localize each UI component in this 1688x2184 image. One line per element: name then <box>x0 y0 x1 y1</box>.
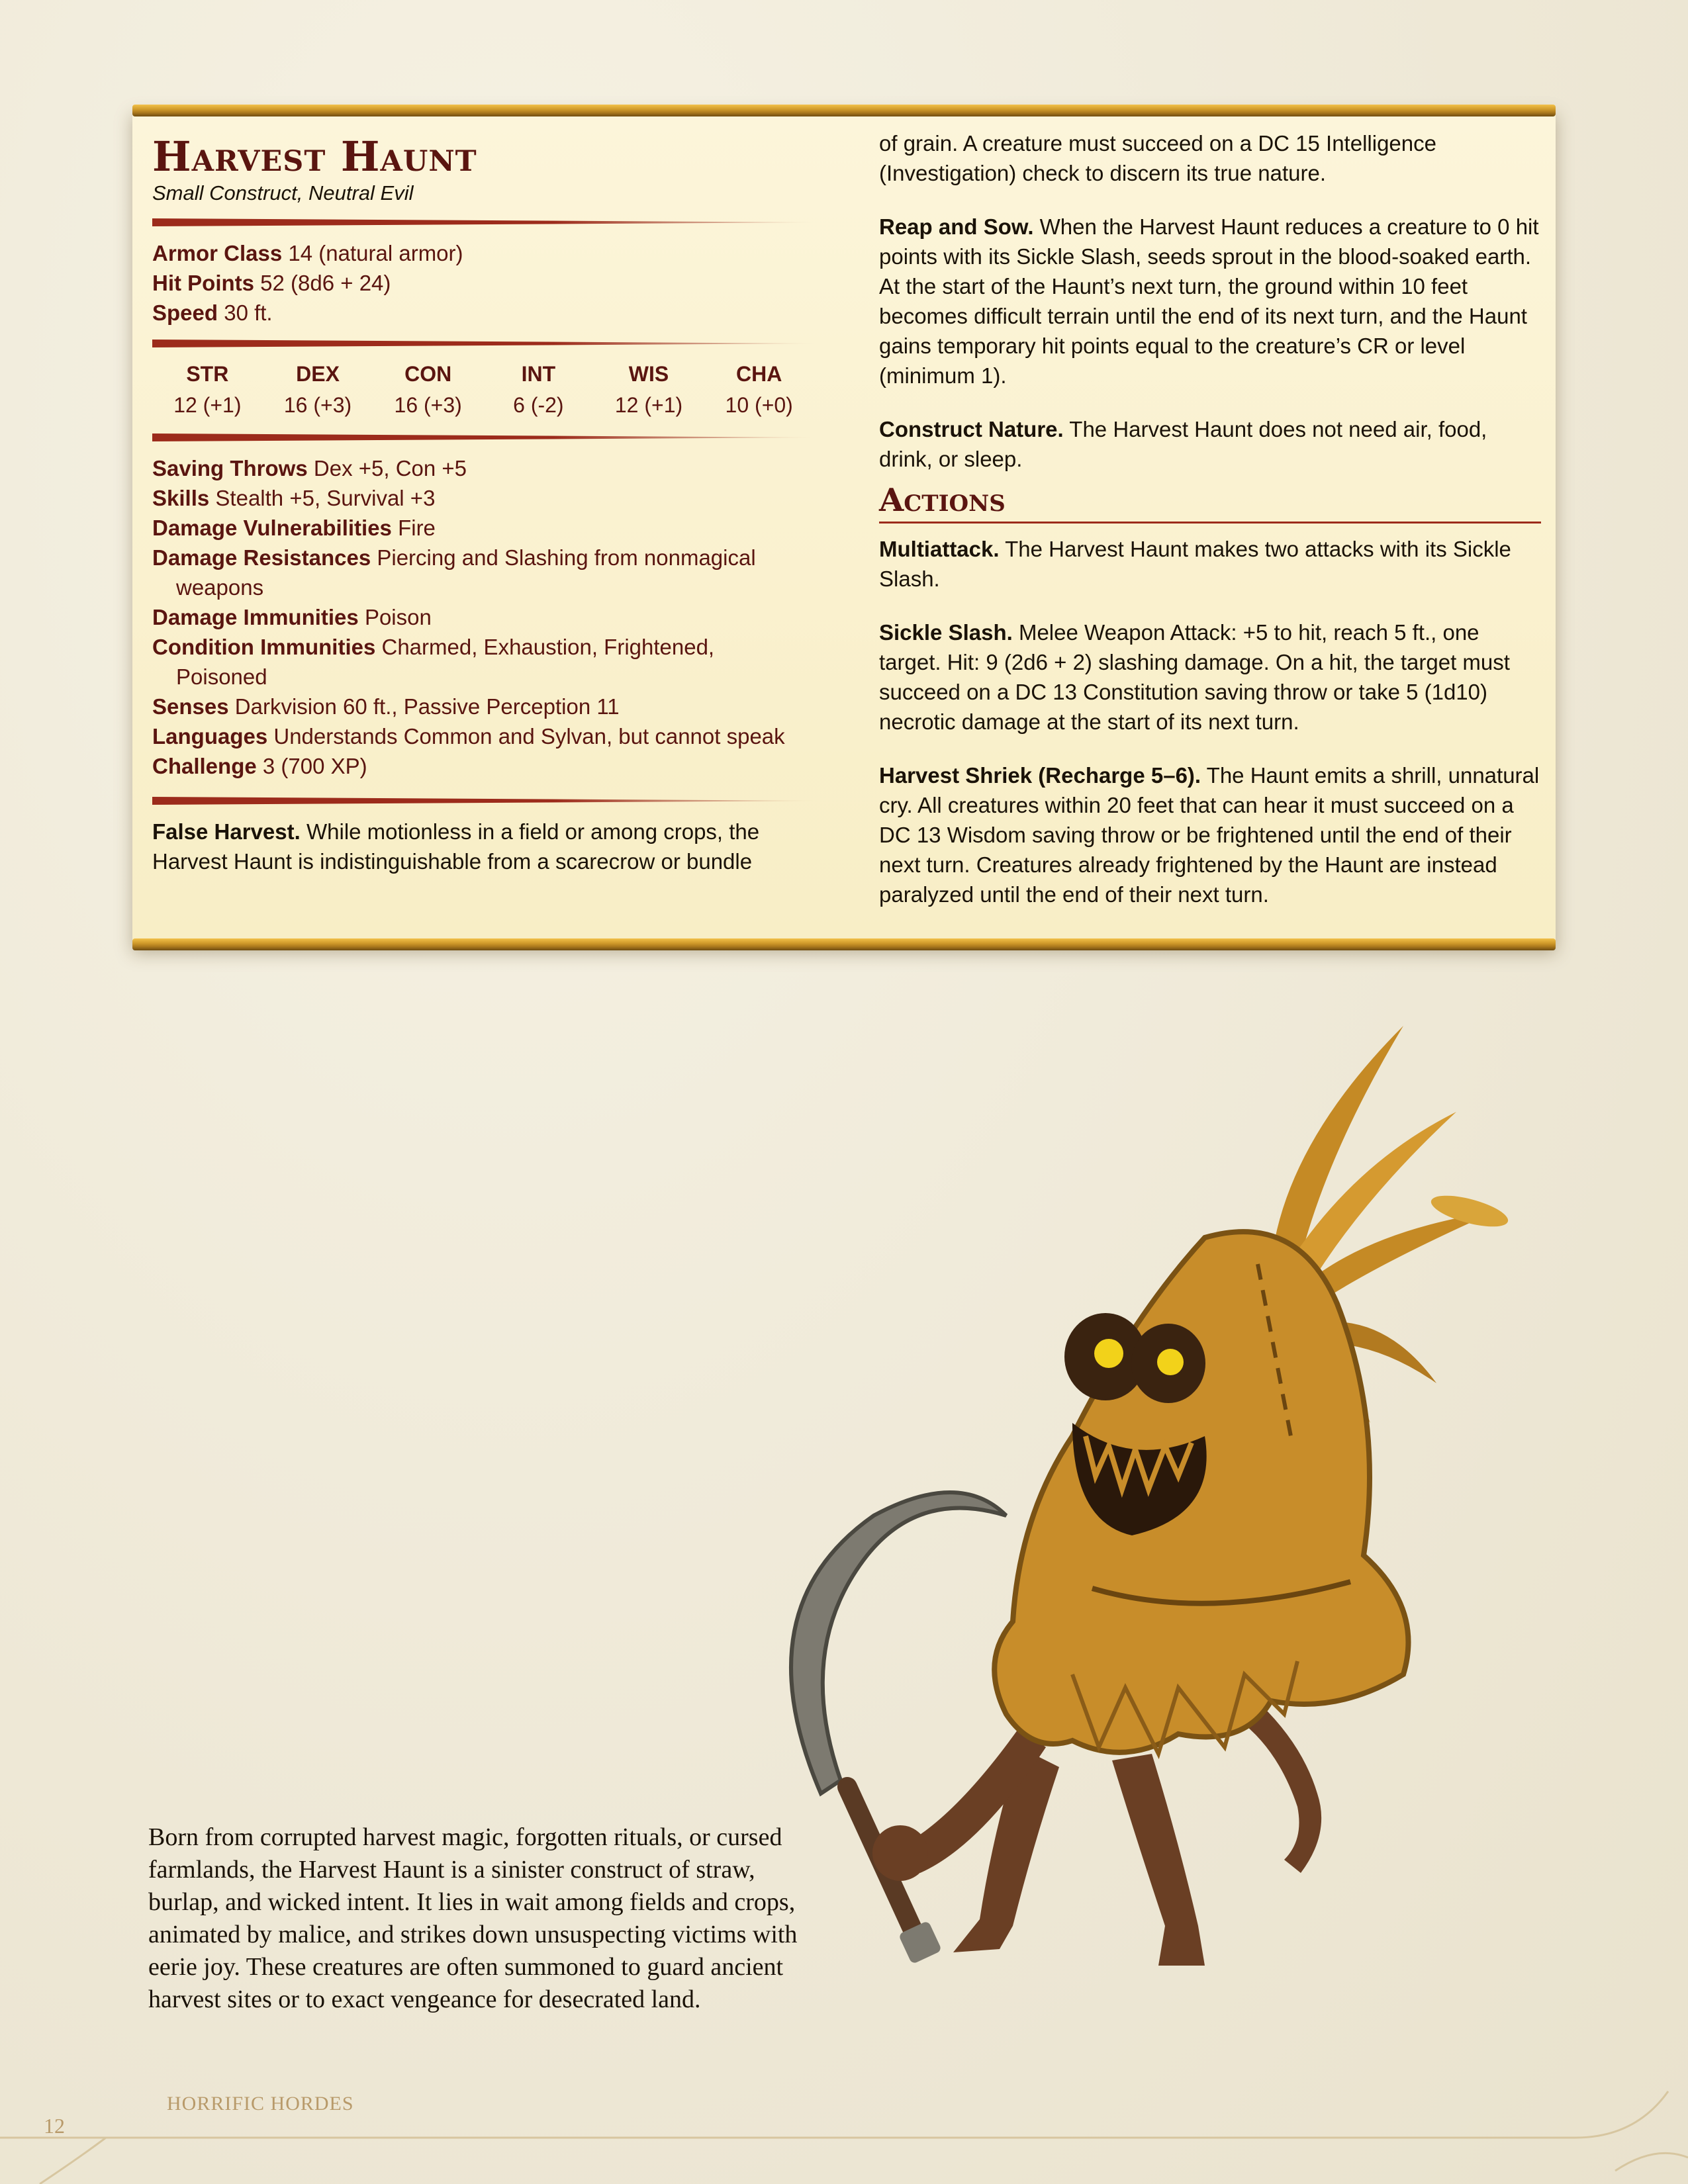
saving-throws: Saving Throws Dex +5, Con +5 <box>152 456 467 480</box>
sickle-icon <box>791 1492 1006 1964</box>
divider <box>152 218 821 226</box>
ability-score: 16 (+3) <box>394 393 462 417</box>
trait-false-harvest-continued: of grain. A creature must succeed on a DC 15 Intelligence (Investigation) check to discern its true nature. <box>879 131 1436 185</box>
senses: Senses Darkvision 60 ft., Passive Perception 11 <box>152 694 620 719</box>
trait-construct-nature: Construct Nature. The Harvest Haunt does not need air, food, drink, or sleep. <box>879 417 1487 471</box>
trait-false-harvest: False Harvest. While motionless in a field or among crops, the Harvest Haunt is indistinguishable from a scarecrow or bundle <box>152 819 760 874</box>
monster-name: Harvest Haunt <box>152 132 477 181</box>
ability-headers <box>152 359 814 388</box>
ability-score: 6 (-2) <box>513 393 564 417</box>
trait-reap-and-sow: Reap and Sow. When the Harvest Haunt reduces a creature to 0 hit points with its Sickle Slash, seeds sprout in the blood-soaked earth. At the start of the Haunt’s next turn, the ground within 10 feet becomes difficult terrain until the end of its next turn, and the Haunt gains temporary hit points equal to the creature’s CR or level (minimum 1). <box>879 214 1539 388</box>
ability-score: 10 (+0) <box>725 393 793 417</box>
hand <box>872 1825 928 1881</box>
ability-name: STR <box>186 362 229 386</box>
footer-ornament <box>0 2065 1688 2184</box>
ability-name: CON <box>404 362 452 386</box>
action-sickle-slash: Sickle Slash. Melee Weapon Attack: +5 to hit, reach 5 ft., one target. Hit: 9 (2d6 + 2) slashing damage. On a hit, the target must succeed on a DC 13 Constitution saving throw or take 5 (1d10) necrotic damage at the start of its next turn. <box>879 620 1510 734</box>
ability-name: CHA <box>736 362 782 386</box>
stat-block <box>132 109 1556 946</box>
action-multiattack: Multiattack. The Harvest Haunt makes two attacks with its Sickle Slash. <box>879 537 1511 591</box>
monster-type: Small Construct, Neutral Evil <box>152 181 414 205</box>
ability-name: DEX <box>296 362 340 386</box>
ability-name: INT <box>521 362 556 386</box>
skills: Skills Stealth +5, Survival +3 <box>152 486 436 510</box>
challenge: Challenge 3 (700 XP) <box>152 754 367 778</box>
divider <box>152 340 821 347</box>
glowing-eye-icon <box>1157 1349 1184 1375</box>
divider <box>152 797 821 805</box>
burlap-body <box>994 1232 1408 1754</box>
action-harvest-shriek: Harvest Shriek (Recharge 5–6). The Haunt emits a shrill, unnatural cry. All creatures within 20 feet that can hear it must succeed on a DC 13 Wisdom saving throw or be frightened until the end of their next turn. Creatures already frightened by the Haunt are instead paralyzed until the end of their next turn. <box>879 763 1540 907</box>
glowing-eye-icon <box>1094 1339 1123 1368</box>
ability-score: 12 (+1) <box>173 393 242 417</box>
condition-immunities: Condition Immunities Charmed, Exhaustion, Frightened, Poisoned <box>152 635 715 689</box>
stat-block-right-column <box>879 128 1541 909</box>
page-number: 12 <box>44 2114 65 2138</box>
hit-points: Hit Points 52 (8d6 + 24) <box>152 271 391 295</box>
damage-vulnerabilities: Damage Vulnerabilities Fire <box>152 516 436 540</box>
damage-resistances: Damage Resistances Piercing and Slashing from nonmagical weapons <box>152 545 756 600</box>
ability-scores <box>152 388 814 422</box>
stat-block-top-bar <box>132 105 1556 116</box>
harvest-haunt-illustration <box>702 1013 1562 2005</box>
armor-class: Armor Class 14 (natural armor) <box>152 241 463 265</box>
speed: Speed 30 ft. <box>152 300 273 325</box>
ability-score: 12 (+1) <box>614 393 683 417</box>
lore-text: Born from corrupted harvest magic, forgotten rituals, or cursed farmlands, the Harvest Haunt is a sinister construct of straw, burlap, and wicked intent. It lies in wait among fields and crops, animated by malice, and strikes down unsuspecting victims with eerie joy. These creatures are often summoned to guard ancient harvest sites or to exact vengeance for desecrated land. <box>148 1823 798 2013</box>
actions-heading: Actions <box>879 482 1541 523</box>
stat-block-bottom-bar <box>132 938 1556 950</box>
ability-name: WIS <box>628 362 669 386</box>
footer-title: HORRIFIC HORDES <box>167 2093 354 2115</box>
damage-immunities: Damage Immunities Poison <box>152 605 432 629</box>
divider <box>152 433 821 441</box>
stat-block-left-column <box>152 134 940 876</box>
languages: Languages Understands Common and Sylvan, but cannot speak <box>152 724 785 749</box>
ability-score: 16 (+3) <box>283 393 352 417</box>
